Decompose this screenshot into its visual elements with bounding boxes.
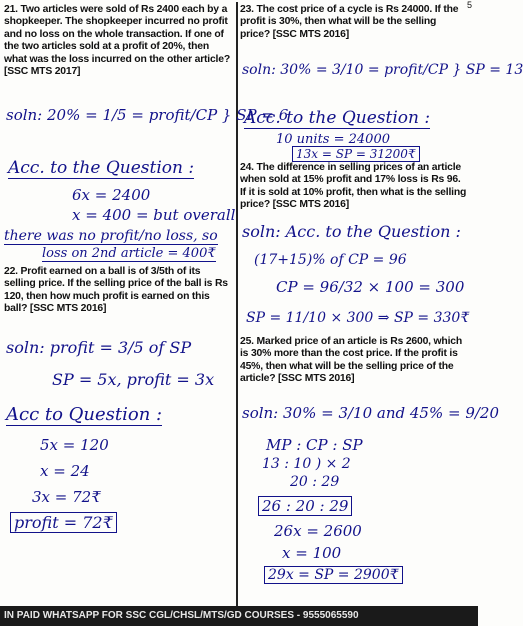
solution-23-line-1: soln: 30% = 3/10 = profit/CP } SP = 13 (242, 62, 523, 78)
solution-22-line-5: x = 24 (40, 462, 90, 480)
solution-24-line-3: CP = 96/32 × 100 = 300 (276, 278, 465, 296)
solution-22-answer: profit = 72₹ (10, 512, 117, 533)
footer-banner: IN PAID WHATSAPP FOR SSC CGL/CHSL/MTS/GD COURSES - 9555065590 (0, 606, 478, 626)
solution-25-line-6: 26x = 2600 (274, 522, 362, 540)
solution-23-line-2: Acc. to the Question : (244, 108, 431, 128)
solution-22-line-3: Acc to Question : (6, 404, 163, 425)
solution-24-line-1: soln: Acc. to the Question : (242, 222, 461, 241)
solution-25-line-3: 13 : 10 ) × 2 (262, 456, 351, 472)
solution-21-line-3: 6x = 2400 (72, 186, 151, 204)
solution-22-line-4: 5x = 120 (40, 436, 109, 454)
question-21: 21. Two articles were sold of Rs 2400 each by a shopkeeper. The shopkeeper incurred no profit and no loss on the whole transaction. If one of the two articles sold at a profit of 20%, then what was the loss incurred on the other article? [SSC MTS 2017] (4, 4, 230, 78)
solution-22-line-6: 3x = 72₹ (32, 488, 101, 506)
solution-21-line-5: there was no profit/no loss, so (4, 228, 218, 244)
solution-25-line-2: MP : CP : SP (266, 436, 363, 454)
question-22: 22. Profit earned on a ball is of 3/5th of its selling price. If the selling price of the ball is Rs 120, then how much profit is earned on this ball? [SSC MTS 2016] (4, 266, 228, 315)
solution-21-line-1: soln: 20% = 1/5 = profit/CP } SP = 6 (6, 106, 289, 124)
question-23: 23. The cost price of a cycle is Rs 24000. If the profit is 30%, then what will be the selling price? [SSC MTS 2016] (240, 4, 459, 40)
solution-22-line-1: soln: profit = 3/5 of SP (6, 338, 192, 357)
solution-24-answer: SP = 11/10 × 300 ⇒ SP = 330₹ (246, 310, 470, 326)
solution-23-answer: 13x = SP = 31200₹ (292, 146, 420, 162)
solution-25-line-1: soln: 30% = 3/10 and 45% = 9/20 (242, 404, 500, 422)
solution-25-line-5: 26 : 20 : 29 (258, 496, 352, 516)
solution-25-line-7: x = 100 (282, 544, 342, 562)
solution-21-line-4: x = 400 = but overall (72, 206, 236, 224)
solution-21-line-2: Acc. to the Question : (8, 158, 195, 178)
solution-25-answer: 29x = SP = 2900₹ (264, 566, 403, 584)
solution-23-line-3: 10 units = 24000 (276, 132, 390, 147)
solution-22-line-2: SP = 5x, profit = 3x (52, 370, 215, 389)
column-divider (236, 2, 238, 606)
question-24: 24. The difference in selling prices of an article when sold at 15% profit and 17% loss is Rs 96. If it is sold at 10% profit, then what is the selling price? [SSC MTS 2016] (240, 162, 467, 211)
question-25: 25. Marked price of an article is Rs 2600, which is 30% more than the cost price. If the profit is 45%, then what will be the selling price of the article? [SSC MTS 2016] (240, 336, 462, 385)
page-number: 5 (466, 0, 472, 10)
solution-24-line-2: (17+15)% of CP = 96 (254, 252, 407, 268)
solution-25-line-4: 20 : 29 (290, 474, 340, 490)
solution-21-line-6: loss on 2nd article = 400₹ (42, 246, 216, 261)
